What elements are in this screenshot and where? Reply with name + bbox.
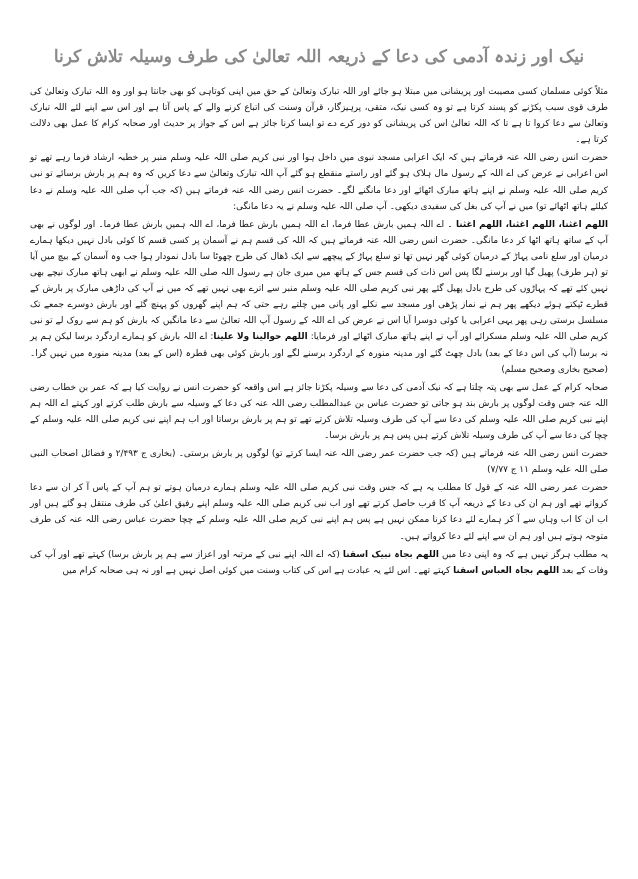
- arabic-dua-text: اللھم بجاہ العباس اسقنا: [453, 565, 560, 576]
- paragraph-3: [30, 217, 608, 378]
- paragraph-text: حضرت انس رضی اللہ عنہ فرماتے ہیں (کہ جب حضرت عمر رضی اللہ عنہ ایسا کرتے تو) لوگوں پر بارش برستی۔ (بخاری ج ۲/۴۹۳ و فضائل اصحاب النبی صلی اللہ علیہ وسلم ۱۱ ج ۷/۷۷): [30, 449, 608, 476]
- paragraph-text: : اے اللہ بارش کو ہمارے اردگرد برسا لیکن ہم پر نہ برسا (آپ کی اس دعا کے بعد) بادل چھٹ گئے اور مدینہ منورہ کے اردگرد برسنے لگے اور بارش کوئی بھی قطرہ (اس کے بعد) مدینہ منورہ میں نہیں گرا۔ (صحیح بخاری وصحیح مسلم): [30, 332, 608, 375]
- arabic-dua-text: اللھم حوالینا ولا علینا: [213, 332, 308, 343]
- paragraph-7: [30, 547, 608, 579]
- paragraph-2: [30, 150, 608, 214]
- paragraph-4: [30, 380, 608, 444]
- paragraph-text: مثلاً کوئی مسلمان کسی مصیبت اور پریشانی میں مبتلا ہو جائے اور اللہ تبارک وتعالیٰ کے حق میں اپنی کوتاہی کو بھی جانتا ہو اور وہ اللہ تبارک وتعالیٰ کی طرف قوی سبب پکڑنے کو پسند کرتا ہے تو وہ کسی نیک، متقی، پرہیزگار، قرآن وسنت کی اتباع کرنے والے کے پاس آتا ہے اور اس سے اپنے لئے اللہ تبارک وتعالیٰ سے دعا کروا تا ہے تا کہ اللہ تعالیٰ اس کی پریشانی کو دور کرے دے تو ایسا کرنا جائز ہے اس کے جواز پر حدیث اور صحابہ کرام کا عمل بھی دلالت کرتا ہے۔: [30, 87, 608, 146]
- paragraph-5: [30, 446, 608, 478]
- arabic-dua-text: اللھم اغثنا، اللھم اغثنا، اللھم اغثنا: [455, 219, 608, 230]
- paragraph-text: یہ مطلب ہرگز نہیں ہے کہ وہ اپنی دعا میں: [438, 549, 609, 560]
- paragraph-1: [30, 84, 608, 148]
- arabic-dua-text: اللھم بجاہ نبیک اسقنا: [342, 549, 439, 560]
- paragraph-text: ۔ اے اللہ ہمیں بارش عطا فرما، اے اللہ ہمیں بارش عطا فرما، اے اللہ ہمیں بارش عطا فرما۔ اور لوگوں نے بھی آپ کے ساتھ ہاتھ اٹھا کر دعا مانگی۔ حضرت انس رضی اللہ عنہ فرماتے ہیں کہ اللہ کی قسم ہم نے آسمان پر کسی قسم کا کوئی بادل نہیں دیکھا ہمارے درمیان اور سلع نامی پہاڑ کے درمیان کوئی گھر نہیں تھا تو سلع پہاڑ کے پیچھے سے ایک ڈھال کی طرح چھوٹا سا بادل نمودار ہوا جب وہ آسمان کے بیچ میں آیا تو (ہر طرف) پھیل گیا اور برسنے لگا پس اس ذات کی قسم جس کے ہاتھ میں میری جان ہے رسول اللہ صلی اللہ علیہ وسلم نے ابھی ہاتھ مبارک نیچے بھی نہیں کئے تھے کہ پہاڑوں کی طرح بادل پھیل گئے پھر نبی کریم صلی اللہ علیہ وسلم منبر سے اترے بھی نہیں تھے کہ میں نے آپ کی داڑھی مبارک پر بارش کے قطرے ٹپکتے ہوئے دیکھے پھر ہم نے نماز پڑھی اور مسجد سے نکلے اور پانی میں چلتے رہے حتی کہ ہم اپنے گھروں کو پہنچ گئے اور بارش دوسرے جمعے تک مسلسل برستی رہی پھر یہی اعرابی یا کوئی دوسرا آیا اس نے عرض کی اے اللہ کے رسول آپ اللہ تعالیٰ سے دعا مانگیں کہ بارش کو ہم سے روک لے تو نبی کریم صلی اللہ علیہ وسلم مسکرائے اور آپ نے اپنے ہاتھ مبارک اٹھائے اور فرمایا:: [30, 219, 609, 343]
- paragraph-text: حضرت عمر رضی اللہ عنہ کے قول کا مطلب یہ ہے کہ جس وقت نبی کریم صلی اللہ علیہ وسلم ہمارے درمیان ہوتے تو ہم آپ کے پاس آ کر ان سے دعا کرواتے تھے اور ہم ان کی دعا کے ذریعہ آپ کا قرب حاصل کرتے تھے اور اب نبی کریم صلی اللہ علیہ وسلم اپنے رفیق اعلیٰ کی طرف منتقل ہو گئے ہیں اور اب ان کا اب وہاں سے آ کر ہمارے لئے دعا کرنا ممکن نہیں ہے پس ہم اپنے نبی کریم صلی اللہ علیہ وسلم کے چچا حضرت عباس رضی اللہ عنہ کی طرف متوجہ ہوتے ہیں اور ہم ان سے اپنے لئے دعا کرواتے ہیں۔: [30, 483, 608, 542]
- document-body: [30, 84, 608, 579]
- page-title: نیک اور زندہ آدمی کی دعا کے ذریعہ اللہ تعالیٰ کی طرف وسیلہ تلاش کرنا: [53, 47, 585, 67]
- paragraph-6: [30, 480, 608, 544]
- paragraph-text: (کہ اے اللہ اپنے نبی کے مرتبہ اور اعزاز سے ہم پر بارش برسا) کہتے تھے اور آپ کی وفات کے بعد: [30, 549, 608, 576]
- paragraph-text: صحابہ کرام کے عمل سے بھی پتہ چلتا ہے کہ نیک آدمی کی دعا سے وسیلہ پکڑنا جائز ہے اس واقعہ کو حضرت انس نے روایت کیا ہے کہ عمر بن خطاب رضی اللہ عنہ جس وقت لوگوں پر بارش بند ہو جاتی تو حضرت عباس بن عبدالمطلب رضی اللہ عنہ کی دعا کے وسیلہ سے بارش طلب کرتے اور کہتے اے اللہ ہم اپنے نبی کریم صلی اللہ علیہ وسلم کی دعا سے آپ کی طرف وسیلہ تلاش کرتے تھے تو ہم پر بارش برساتا اور اب ہم اپنے نبی کریم صلی اللہ علیہ وسلم کے چچا کی دعا سے آپ کی طرف وسیلہ تلاش کرتے ہیں پس ہم پر بارش برسا۔: [30, 382, 608, 441]
- paragraph-text: حضرت انس رضی اللہ عنہ فرماتے ہیں کہ ایک اعرابی مسجد نبوی میں داخل ہوا اور نبی کریم صلی اللہ علیہ وسلم منبر پر خطبہ ارشاد فرما رہے تھے تو اس اعرابی نے عرض کی اے اللہ کے رسول مال ہلاک ہو گئے اور راستے منقطع ہو گئے آپ اللہ تبارک وتعالیٰ سے دعا کریں کہ وہ ہم پر بارش برسائے تو نبی کریم صلی اللہ علیہ وسلم نے اپنے ہاتھ مبارک اٹھائے اور دعا مانگنے لگے۔ حضرت انس رضی اللہ عنہ فرماتے ہیں (کہ جب آپ صلی اللہ علیہ وسلم نے دعا کیلئے ہاتھ اٹھائے تو) میں نے آپ کی بغل کی سفیدی دیکھی۔ آپ صلی اللہ علیہ وسلم نے یہ دعا مانگی:: [30, 153, 608, 212]
- paragraph-text: کہتے تھے۔ اس لئے یہ عبادت ہے اس کی کتاب وسنت میں کوئی اصل نہیں ہے اور نہ ہی صحابہ کرام میں: [62, 565, 454, 576]
